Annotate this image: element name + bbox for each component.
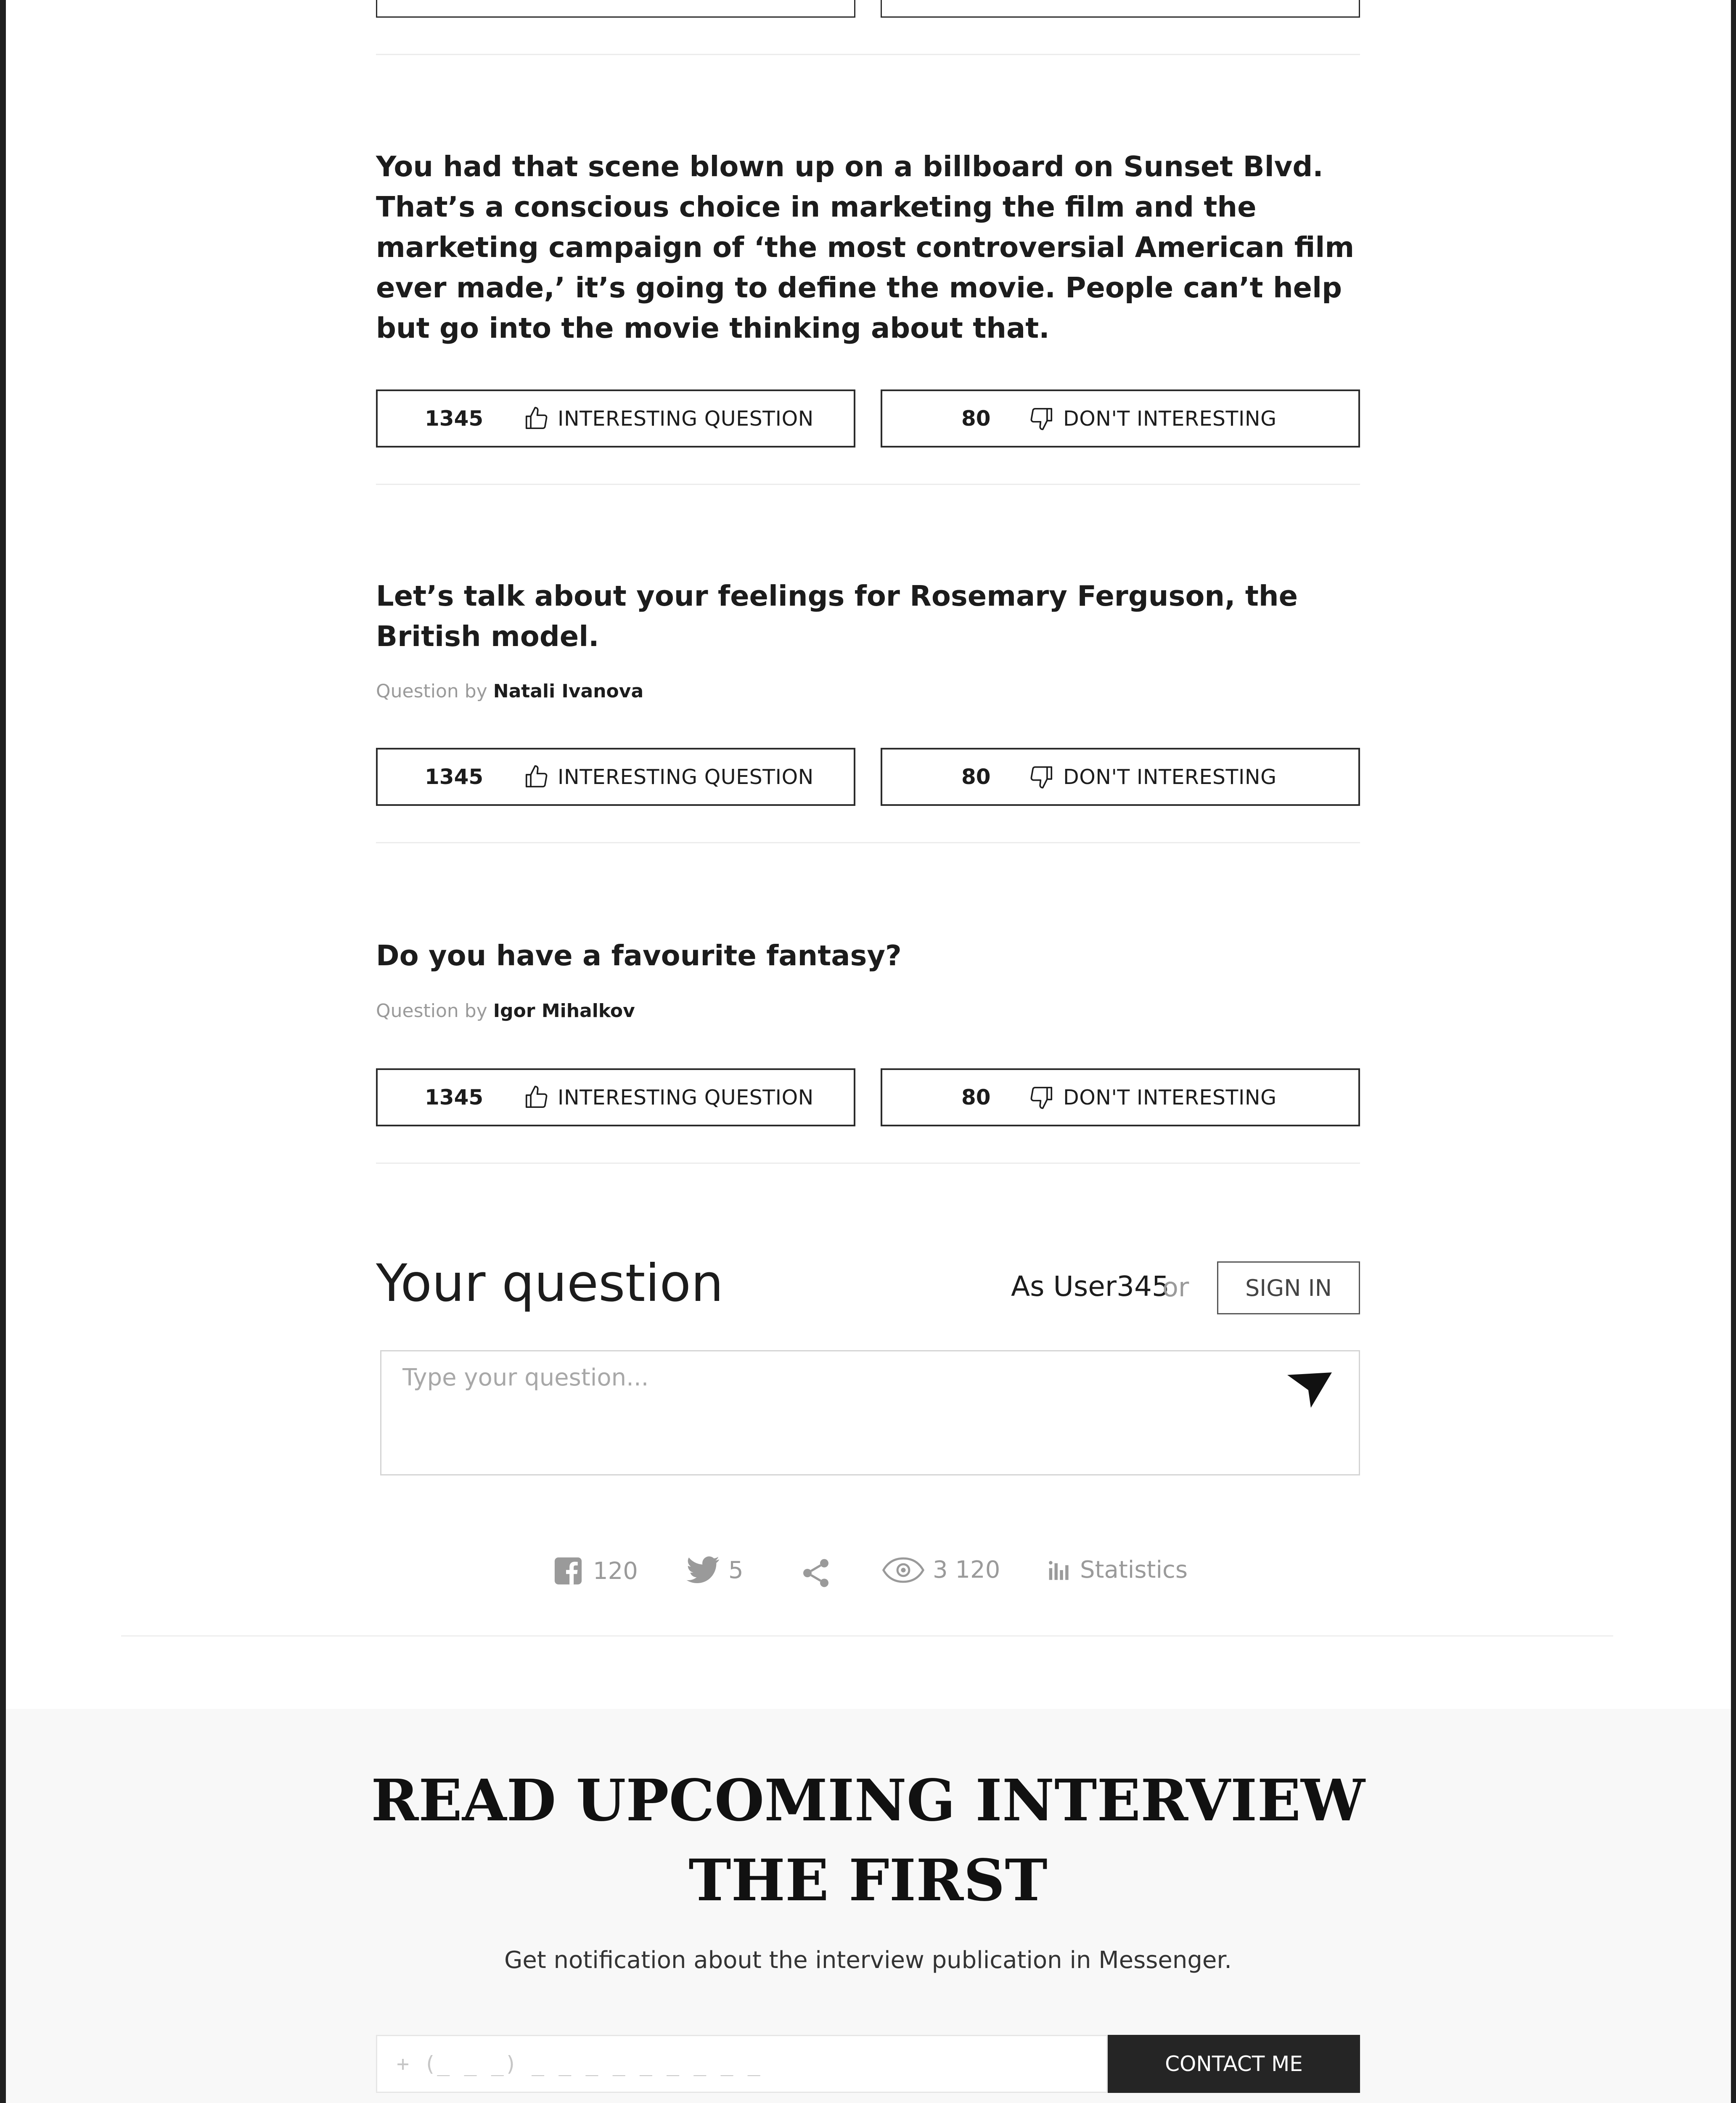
current-user-label: As User345 — [1011, 1270, 1170, 1303]
question-author-line — [376, 681, 643, 702]
interesting-button[interactable] — [376, 389, 855, 448]
facebook-icon — [553, 1556, 583, 1586]
dont-count: 80 — [961, 1085, 991, 1110]
question-text: Let’s talk about your feelings for Rosemary Ferguson, the British model. — [376, 580, 1298, 653]
facebook-count: 120 — [593, 1557, 638, 1585]
divider — [376, 1163, 1360, 1164]
dont-count: 80 — [961, 765, 991, 789]
dont-interesting-button[interactable] — [881, 1068, 1360, 1126]
interesting-count: 1345 — [425, 1085, 484, 1110]
previous-vote-dont-stub[interactable] — [881, 0, 1360, 18]
thumbs-down-icon — [1029, 405, 1055, 432]
twitter-icon — [686, 1556, 720, 1584]
divider — [376, 484, 1360, 485]
sign-in-button[interactable]: SIGN IN — [1217, 1261, 1360, 1314]
question-by-prefix: Question by — [376, 1000, 487, 1022]
or-text: or — [1162, 1272, 1189, 1303]
your-question-title: Your question — [376, 1253, 724, 1313]
divider — [121, 1635, 1613, 1637]
thumbs-up-icon — [523, 405, 549, 432]
statistics-label: Statistics — [1080, 1556, 1188, 1584]
dont-interesting-button[interactable] — [881, 748, 1360, 806]
upcoming-title-line1: READ UPCOMING INTERVIEW — [371, 1767, 1365, 1834]
dont-count: 80 — [961, 406, 991, 431]
eye-icon — [882, 1557, 924, 1584]
phone-input[interactable]: + (_ _ _) _ _ _ _ _ _ _ _ _ — [376, 2035, 1108, 2093]
question-author[interactable]: Igor Mihalkov — [493, 1000, 635, 1022]
question-text: You had that scene blown up on a billboard on Sunset Blvd. That’s a conscious choice in marketing the film and the marketing campaign of ‘the most controversial American film ever made,’ it’s going to define the movie. People can’t help but go into the movie thinking about that. — [376, 150, 1355, 344]
dont-interesting-label: DON'T INTERESTING — [1063, 765, 1277, 789]
twitter-share[interactable] — [686, 1556, 744, 1584]
thumbs-down-icon — [1029, 1084, 1055, 1110]
thumbs-down-icon — [1029, 764, 1055, 790]
interesting-label: INTERESTING QUESTION — [558, 765, 814, 789]
interesting-label: INTERESTING QUESTION — [558, 1085, 814, 1110]
previous-vote-interesting-stub[interactable] — [376, 0, 855, 18]
interesting-count: 1345 — [425, 765, 484, 789]
divider — [376, 842, 1360, 843]
interesting-button[interactable] — [376, 748, 855, 806]
bar-chart-icon — [1047, 1558, 1071, 1582]
thumbs-up-icon — [523, 764, 549, 790]
dont-interesting-button[interactable] — [881, 389, 1360, 448]
views-count: 3 120 — [933, 1556, 1000, 1584]
contact-me-button[interactable]: CONTACT ME — [1108, 2035, 1360, 2093]
send-icon[interactable] — [1285, 1369, 1335, 1411]
question-author-line — [376, 1000, 635, 1022]
question-by-prefix: Question by — [376, 681, 487, 702]
dont-interesting-label: DON'T INTERESTING — [1063, 1085, 1277, 1110]
upcoming-title-line2: THE FIRST — [688, 1847, 1048, 1914]
views-counter — [882, 1556, 1000, 1584]
question-input-box — [380, 1350, 1360, 1475]
question-input[interactable] — [402, 1364, 1286, 1457]
statistics-link[interactable] — [1047, 1556, 1188, 1584]
upcoming-subtitle: Get notification about the interview publication in Messenger. — [504, 1947, 1232, 1974]
share-icon — [799, 1556, 833, 1590]
dont-interesting-label: DON'T INTERESTING — [1063, 406, 1277, 431]
interesting-label: INTERESTING QUESTION — [558, 406, 814, 431]
interesting-button[interactable] — [376, 1068, 855, 1126]
divider — [376, 54, 1360, 55]
twitter-count: 5 — [728, 1556, 744, 1584]
facebook-share[interactable] — [553, 1556, 638, 1586]
share-button[interactable] — [799, 1556, 833, 1590]
question-author[interactable]: Natali Ivanova — [493, 681, 644, 702]
thumbs-up-icon — [523, 1084, 549, 1110]
interesting-count: 1345 — [425, 406, 484, 431]
question-text: Do you have a favourite fantasy? — [376, 939, 902, 972]
